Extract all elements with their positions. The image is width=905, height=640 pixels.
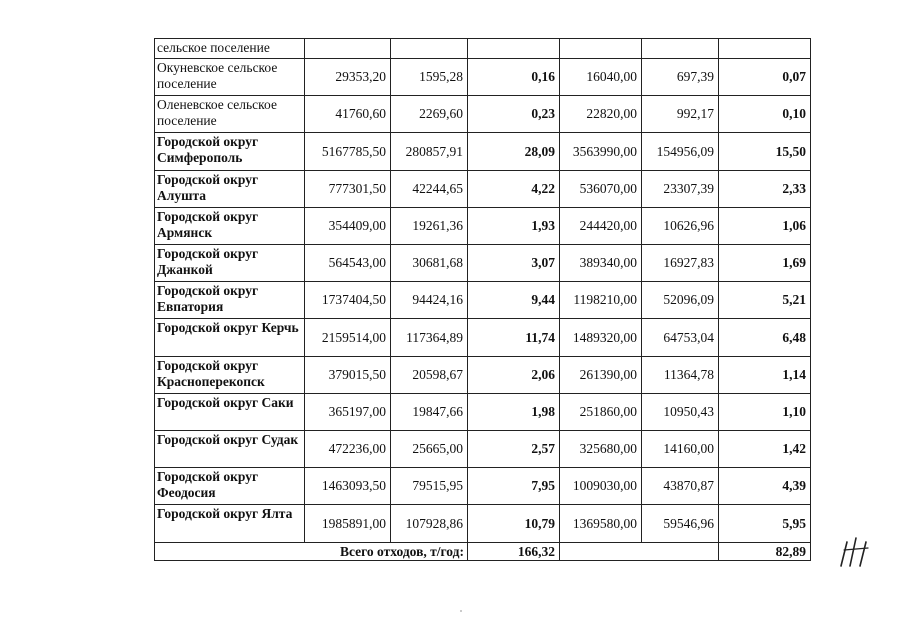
value-cell-bold: 1,42 — [719, 431, 811, 468]
value-cell: 14160,00 — [642, 431, 719, 468]
value-cell-bold: 6,48 — [719, 319, 811, 357]
table-row — [155, 133, 811, 171]
value-cell: 2159514,00 — [305, 319, 391, 357]
settlement-name: Городской округ Симферополь — [155, 133, 305, 171]
empty-cell — [391, 39, 468, 59]
value-cell: 244420,00 — [560, 208, 642, 245]
value-cell-bold: 0,23 — [468, 96, 560, 133]
value-cell: 22820,00 — [560, 96, 642, 133]
settlement-name: Городской округ Керчь — [155, 319, 305, 357]
value-cell: 29353,20 — [305, 59, 391, 96]
settlement-name: Городской округ Саки — [155, 394, 305, 431]
value-cell: 52096,09 — [642, 282, 719, 319]
value-cell-bold: 0,07 — [719, 59, 811, 96]
value-cell: 1463093,50 — [305, 468, 391, 505]
total-row — [155, 543, 811, 561]
total-value: 82,89 — [719, 543, 811, 561]
table-row — [155, 431, 811, 468]
empty-cell — [468, 39, 560, 59]
value-cell: 1009030,00 — [560, 468, 642, 505]
value-cell-bold: 0,10 — [719, 96, 811, 133]
value-cell-bold: 4,39 — [719, 468, 811, 505]
value-cell: 992,17 — [642, 96, 719, 133]
value-cell-bold: 1,06 — [719, 208, 811, 245]
value-cell-bold: 7,95 — [468, 468, 560, 505]
value-cell: 117364,89 — [391, 319, 468, 357]
value-cell: 261390,00 — [560, 357, 642, 394]
value-cell: 154956,09 — [642, 133, 719, 171]
settlement-name: Городской округ Ялта — [155, 505, 305, 543]
settlement-name: Окуневское сельское поселение — [155, 59, 305, 96]
table-row — [155, 394, 811, 431]
settlement-name: Городской округ Красноперекопск — [155, 357, 305, 394]
value-cell-bold: 11,74 — [468, 319, 560, 357]
value-cell-bold: 5,95 — [719, 505, 811, 543]
value-cell: 16040,00 — [560, 59, 642, 96]
value-cell: 19261,36 — [391, 208, 468, 245]
value-cell-bold: 2,57 — [468, 431, 560, 468]
empty-cell — [560, 543, 719, 561]
settlement-name: Городской округ Армянск — [155, 208, 305, 245]
value-cell: 697,39 — [642, 59, 719, 96]
settlement-name: Городской округ Феодосия — [155, 468, 305, 505]
empty-cell — [642, 39, 719, 59]
value-cell: 536070,00 — [560, 171, 642, 208]
value-cell: 354409,00 — [305, 208, 391, 245]
settlement-name: Городской округ Джанкой — [155, 245, 305, 282]
value-cell-bold: 15,50 — [719, 133, 811, 171]
empty-cell — [560, 39, 642, 59]
settlement-name: Оленевское сельское поселение — [155, 96, 305, 133]
table-row — [155, 208, 811, 245]
table-row — [155, 39, 811, 59]
value-cell: 10626,96 — [642, 208, 719, 245]
value-cell: 5167785,50 — [305, 133, 391, 171]
table-row — [155, 505, 811, 543]
value-cell: 365197,00 — [305, 394, 391, 431]
value-cell: 1595,28 — [391, 59, 468, 96]
value-cell-bold: 0,16 — [468, 59, 560, 96]
value-cell-bold: 10,79 — [468, 505, 560, 543]
value-cell: 389340,00 — [560, 245, 642, 282]
value-cell-bold: 1,10 — [719, 394, 811, 431]
value-cell: 1198210,00 — [560, 282, 642, 319]
value-cell: 3563990,00 — [560, 133, 642, 171]
waste-table — [154, 38, 811, 561]
handwritten-page-number — [838, 536, 872, 568]
empty-cell — [305, 39, 391, 59]
value-cell: 11364,78 — [642, 357, 719, 394]
value-cell-bold: 2,06 — [468, 357, 560, 394]
value-cell: 25665,00 — [391, 431, 468, 468]
value-cell: 472236,00 — [305, 431, 391, 468]
value-cell-bold: 2,33 — [719, 171, 811, 208]
value-cell: 16927,83 — [642, 245, 719, 282]
value-cell: 564543,00 — [305, 245, 391, 282]
value-cell: 10950,43 — [642, 394, 719, 431]
value-cell-bold: 1,93 — [468, 208, 560, 245]
value-cell-bold: 5,21 — [719, 282, 811, 319]
value-cell: 325680,00 — [560, 431, 642, 468]
value-cell: 107928,86 — [391, 505, 468, 543]
value-cell-bold: 3,07 — [468, 245, 560, 282]
scan-speck — [460, 610, 462, 612]
settlement-name: Городской округ Алушта — [155, 171, 305, 208]
value-cell: 42244,65 — [391, 171, 468, 208]
table-row — [155, 59, 811, 96]
value-cell-bold: 9,44 — [468, 282, 560, 319]
value-cell: 41760,60 — [305, 96, 391, 133]
value-cell: 94424,16 — [391, 282, 468, 319]
table-row — [155, 319, 811, 357]
value-cell: 1489320,00 — [560, 319, 642, 357]
value-cell: 1985891,00 — [305, 505, 391, 543]
value-cell: 280857,91 — [391, 133, 468, 171]
table-row — [155, 468, 811, 505]
value-cell-bold: 1,69 — [719, 245, 811, 282]
table-row — [155, 96, 811, 133]
table-body — [155, 39, 811, 561]
empty-cell — [719, 39, 811, 59]
table-row — [155, 171, 811, 208]
value-cell: 23307,39 — [642, 171, 719, 208]
value-cell: 20598,67 — [391, 357, 468, 394]
value-cell: 19847,66 — [391, 394, 468, 431]
settlement-name: Городской округ Судак — [155, 431, 305, 468]
value-cell: 1369580,00 — [560, 505, 642, 543]
value-cell-bold: 1,14 — [719, 357, 811, 394]
value-cell: 777301,50 — [305, 171, 391, 208]
value-cell: 379015,50 — [305, 357, 391, 394]
value-cell: 59546,96 — [642, 505, 719, 543]
value-cell: 1737404,50 — [305, 282, 391, 319]
table-row — [155, 245, 811, 282]
value-cell: 30681,68 — [391, 245, 468, 282]
settlement-name: сельское поселение — [155, 39, 305, 59]
value-cell: 2269,60 — [391, 96, 468, 133]
total-value: 166,32 — [468, 543, 560, 561]
total-label: Всего отходов, т/год: — [155, 543, 468, 561]
value-cell-bold: 28,09 — [468, 133, 560, 171]
table-row — [155, 282, 811, 319]
value-cell-bold: 4,22 — [468, 171, 560, 208]
value-cell-bold: 1,98 — [468, 394, 560, 431]
value-cell: 64753,04 — [642, 319, 719, 357]
table-row — [155, 357, 811, 394]
value-cell: 43870,87 — [642, 468, 719, 505]
value-cell: 79515,95 — [391, 468, 468, 505]
settlement-name: Городской округ Евпатория — [155, 282, 305, 319]
value-cell: 251860,00 — [560, 394, 642, 431]
